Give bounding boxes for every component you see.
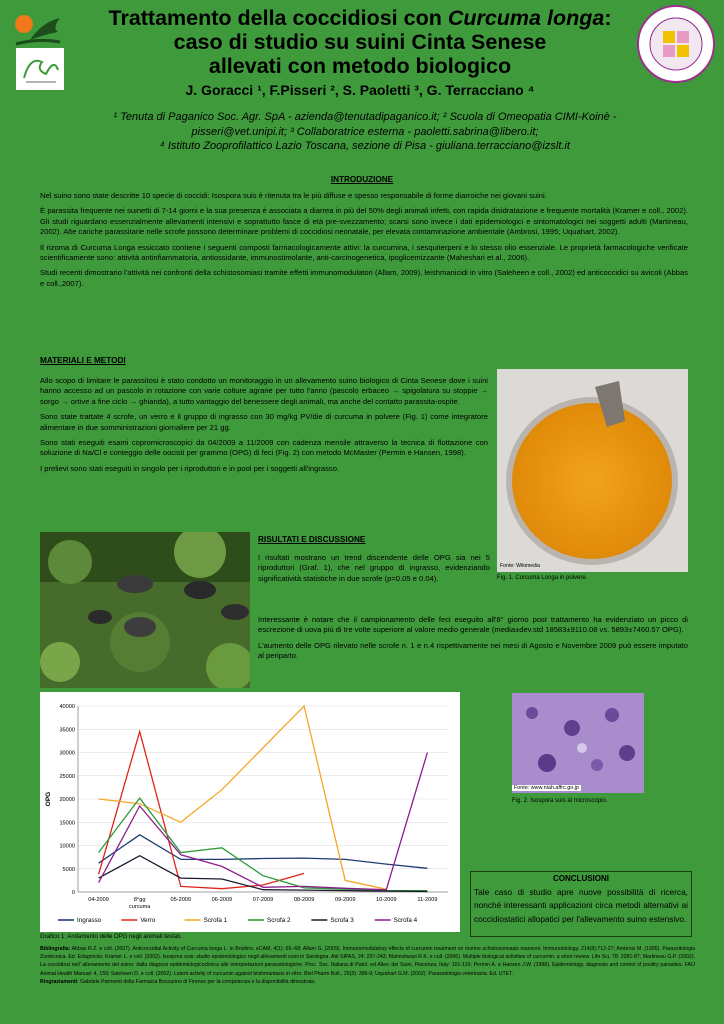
chart-y-tick-label: 10000 xyxy=(59,843,75,850)
figure-isospora-photo xyxy=(512,693,644,793)
methods-text xyxy=(40,376,488,479)
chart-x-tick-label: 06-2009 xyxy=(211,897,233,903)
title-line1-pre: Trattamento della coccidiosi con xyxy=(108,6,448,30)
results-heading: RISULTATI E DISCUSSIONE xyxy=(258,535,366,544)
figure-pigs-photo xyxy=(40,532,250,688)
intro-paragraph-1: Nel suino sono state descritte 10 specie di coccidi: Isospora suis è ritenuta tra le più diffuse e spesso responsabile di forme diarroiche nei giovani suini. xyxy=(40,191,547,200)
fig1-source: Fonte: Wikimedia xyxy=(500,563,541,569)
intro-paragraph-4: Studi recenti dimostrano l'attività nei confronti della schistosomiasi tramite effetti immunomodulatori (Allam, 2009), leishmanicidi in vitro (Saleheen e coll., 2002) ed anticoccidici su avicoli (Abbas e coll.,2007). xyxy=(40,268,688,288)
bibliography-label: Bibliografia: xyxy=(40,946,71,952)
chart-y-tick-label: 15000 xyxy=(59,820,75,827)
chart-x-tick-label: 8°gg xyxy=(133,897,146,903)
chart-legend-label: Scrofa 3 xyxy=(330,917,354,925)
chart-legend-label: Scrofa 4 xyxy=(393,917,418,925)
methods-paragraph-1: Allo scopo di limitare le parassitosi è stato condotto un monitoraggio in un allevamento suino biologico di Cinta Senese dove i suini hanno accesso ad un pascolo in rotazione con varie colture agrarie per tutto l'anno (pascolo erbaceo → spigolatura su stoppie → sorgo → ortive a fine ciclo → ghianda), a tutto vantaggio del benessere degli animali, ma anche del contatto parassita-ospite. xyxy=(40,376,488,406)
fig2-source: Fonte: www.niah.affrc.go.jp xyxy=(514,785,579,791)
chart-series-line-scrofa-3 xyxy=(99,856,428,892)
intro-heading: INTRODUZIONE xyxy=(330,175,394,184)
title-line1-italic: Curcuma longa xyxy=(447,6,605,30)
chart-x-tick-label: 08-2009 xyxy=(293,897,315,903)
opg-chart-svg xyxy=(40,692,460,932)
chart-y-tick-label: 30000 xyxy=(59,750,75,757)
isospora-microscope-icon xyxy=(512,693,644,793)
results-text-wide xyxy=(258,615,688,667)
chart-x-tick-label: 04-2009 xyxy=(88,897,109,903)
graph-caption: Grafico 1: Andamento delle OPG negli animali testati. xyxy=(40,934,182,940)
authors: J. Goracci ¹, F.Pisseri ², S. Paoletti ³, G. Terracciano ⁴ xyxy=(185,82,535,98)
conclusions-text: Tale caso di studio apre nuove possibilità di ricerca, nonché interessanti applicazioni circa metodi alternativi ai coccidiostatici allopatici per l'allevamento suino estensivo. xyxy=(474,887,688,924)
methods-paragraph-4: I prelievi sono stati eseguiti in singolo per i riproduttori e in pool per i soggetti all'ingrasso. xyxy=(40,463,340,473)
chart-y-tick-label: 20000 xyxy=(59,797,75,803)
chart-x-tick-label: 07-2009 xyxy=(252,897,274,903)
chart-x-tick-label: 09-2009 xyxy=(334,897,356,903)
affiliation-line3: ⁴ Istituto Zooprofilattico Lazio Toscana, sezione di Pisa - giuliana.terracciano@izslt.it xyxy=(160,140,570,152)
chart-legend-label: Ingrasso xyxy=(77,917,102,925)
fig1-caption: Fig. 1. Curcuma Longa in polvere. xyxy=(497,575,588,581)
thanks-text: : Gabriele Parmenti della Farmacia Boscarino di Firenze per la competenza e la disponibilità dimostrata. xyxy=(77,978,316,985)
chart-y-tick-label: 35000 xyxy=(59,727,75,734)
pigs-in-pasture-icon xyxy=(40,532,250,688)
chart-legend-label: Scrofa 1 xyxy=(203,917,228,925)
bibliography-text: Abbas R.Z. e coll. (2007). Anticoccidial Activity of Curcuma longa L. in Broilers. eCAM, 4(1): 65–68; Allam G. (2009). Immunomodulatory effects of curcumin treatment on murine schistosomiasis mansoni. Immunobiology, 214(8):712-27; Ambrosi M. (1995). Parassitologia Zootecnica. Ed. Edagricole; Kramer L. e coll. (2002). Isospora suis: studio epidemiologico negli allevamenti suini in Sardegna. Atti SIPAS, 24: 237-243; Maheshwari R.K. e coll. (2006). Multiple biological activities of curcumin: a short review. Life Sci, 78: 2081-87; Martineau G.P. (2002). La coccidiosi nell' allevamento del suino: dalla diagnosi epidemiologicoclinica alle interpretazioni parassitologiche. Proc. Soc. Italiana di Patol. ed Allev. dei Suini, Piacenza, Italy: 101-110; Permin A. e Hansen J.W. (1998). Epidemiology, diagnosis and control of poultry parasites. FAO Animal Health Manual: 4, 159; Saleheen D. e coll. (2002). Latent activity of curcumin against leishmaniasis in vitro. Biol Pharm Bull., 25(3): 386-9; Uquahart G.M. (2002). Parassitologia veterinaria. Ed. UTET. xyxy=(40,946,696,977)
logo-tenuta-icon xyxy=(12,10,62,48)
chart-legend-label: Verro xyxy=(140,917,156,925)
affiliation-line2: pisseri@vet.unipi.it; ³ Collaboratrice esterna - paoletti.sabrina@libero.it; xyxy=(191,125,539,138)
methods-heading: MATERIALI E METODI xyxy=(40,356,126,365)
chart-y-tick-label: 40000 xyxy=(59,704,75,710)
title-line2: caso di studio su suini Cinta Senese xyxy=(173,30,547,54)
conclusions-box xyxy=(474,874,688,934)
chart-y-tick-label: 5000 xyxy=(62,866,75,873)
methods-paragraph-3: Sono stati eseguiti esami copromicroscopici da 04/2009 a 11/2009 con cadenza mensile attraverso la tecnica di flottazione con soluzione di Na/Cl e conteggio delle oocisti per grammo (OPG) di feci (Fig. 2) con metodo McMaster (Permin e Hansen, 1998). xyxy=(40,438,488,458)
chart-x-tick-label: 10-2009 xyxy=(376,897,397,903)
chart-series-line-scrofa-2 xyxy=(99,798,428,891)
bibliography xyxy=(40,945,695,986)
intro-paragraph-3: Il rizoma di Curcuma Longa essiccato contiene i seguenti composti farmacologicamente attivi: la curcumina, i sesquiterpeni e lo stesso olio essenziale. Le proprietà farmacologiche verificate scientificamente sono: attività antinfiammatoria, antiossidante, immunostimolante, anti-carcinogenetica, ipoglicemizzante (Maheshari et al., 2006). xyxy=(40,242,688,263)
fig2-caption: Fig. 2. Isospora suis al microscopio. xyxy=(512,798,608,804)
title-line3: allevati con metodo biologico xyxy=(208,54,512,78)
curcuma-bowl-icon xyxy=(497,369,688,572)
affiliation-line1: ¹ Tenuta di Paganico Soc. Agr. SpA - azienda@tenutadipaganico.it; ² Scuola di Omeopatia CIMI-Koinè - xyxy=(113,111,617,123)
chart-x-tick-label-2: curcuma xyxy=(128,904,151,910)
methods-paragraph-2: Sono state trattate 4 scrofe, un verro e il gruppo di ingrasso con 30 mg/kg PV/die di curcuma in polvere (Fig. 1) come integratore alimentare in due somministrazioni giornaliere per 21 gg. xyxy=(40,412,488,432)
intro-text xyxy=(40,191,688,294)
intro-paragraph-2: È parassita frequente nei suinetti di 7-14 giorni e la sua presenza è associata a diarrea in più del 50% degli animali infetti, con rapida disidratazione e frequente mortalità (Kramer e coll., 2002). Gli studi riguardano essenzialmente allevamenti intensivi e soprattutto fasce di età pre-svezzamento; scarsi sono invece i dati epidemiologici e sintomatologici nei soggetti adulti (Martineau, 2002). Alte cariche parassitarie nelle scrofe possono determinare problemi di coccidiosi neonatale, per elevata contaminazione ambientale (Ambrosi, 1995; Uquahart, 2002). xyxy=(40,206,688,237)
title-line1-post: : xyxy=(604,6,612,30)
chart-y-axis-label: OPG xyxy=(45,791,52,807)
conclusions-heading: CONCLUSIONI xyxy=(553,874,609,883)
logo-tenuta xyxy=(12,10,62,48)
chart-x-tick-label: 11-2009 xyxy=(417,897,438,903)
logo-koine xyxy=(16,48,64,90)
results-paragraph-3: L'aumento delle OPG rilevato nelle scrofe n. 1 e n.4 rispettivamente nei mesi di Agosto e Novembre 2009 può essere imputato al periparto. xyxy=(258,640,688,661)
affiliations xyxy=(70,110,660,154)
results-text xyxy=(258,553,490,589)
thanks-label: Ringraziamenti xyxy=(40,978,78,985)
chart-series-line-ingrasso xyxy=(99,835,428,869)
chart-series-line-verro xyxy=(99,732,305,889)
chart-x-tick-label: 05-2009 xyxy=(170,897,192,903)
chart-legend-label: Scrofa 2 xyxy=(267,917,291,925)
poster-title xyxy=(90,6,630,78)
chart-y-tick-label: 25000 xyxy=(59,773,75,780)
results-paragraph-2: Interessante è notare che il campionamento delle feci eseguito all'8° giorno post trattamento ha evidenziato un picco di escrezione di uova più di tre volte superiore al valore medio generale (media±dev.std 18583±9110.08 vs. 5893±7460.57 OPG). xyxy=(258,615,688,635)
logo-koine-icon xyxy=(16,48,64,90)
results-paragraph-1: I risultati mostrano un trend discendente delle OPG sia nei 5 riproduttori (Graf. 1), che nel gruppo di ingrasso, evidenziando significatività statistiche in due scrofe (p=0.05 e 0.04). xyxy=(258,553,490,583)
chart-series-line-scrofa-4 xyxy=(99,753,428,890)
opg-chart xyxy=(40,692,460,932)
logo-izs-seal-icon xyxy=(636,4,716,84)
chart-y-tick-label: 0 xyxy=(71,890,75,896)
figure-curcuma-photo xyxy=(497,369,688,572)
logo-izs xyxy=(636,4,716,84)
